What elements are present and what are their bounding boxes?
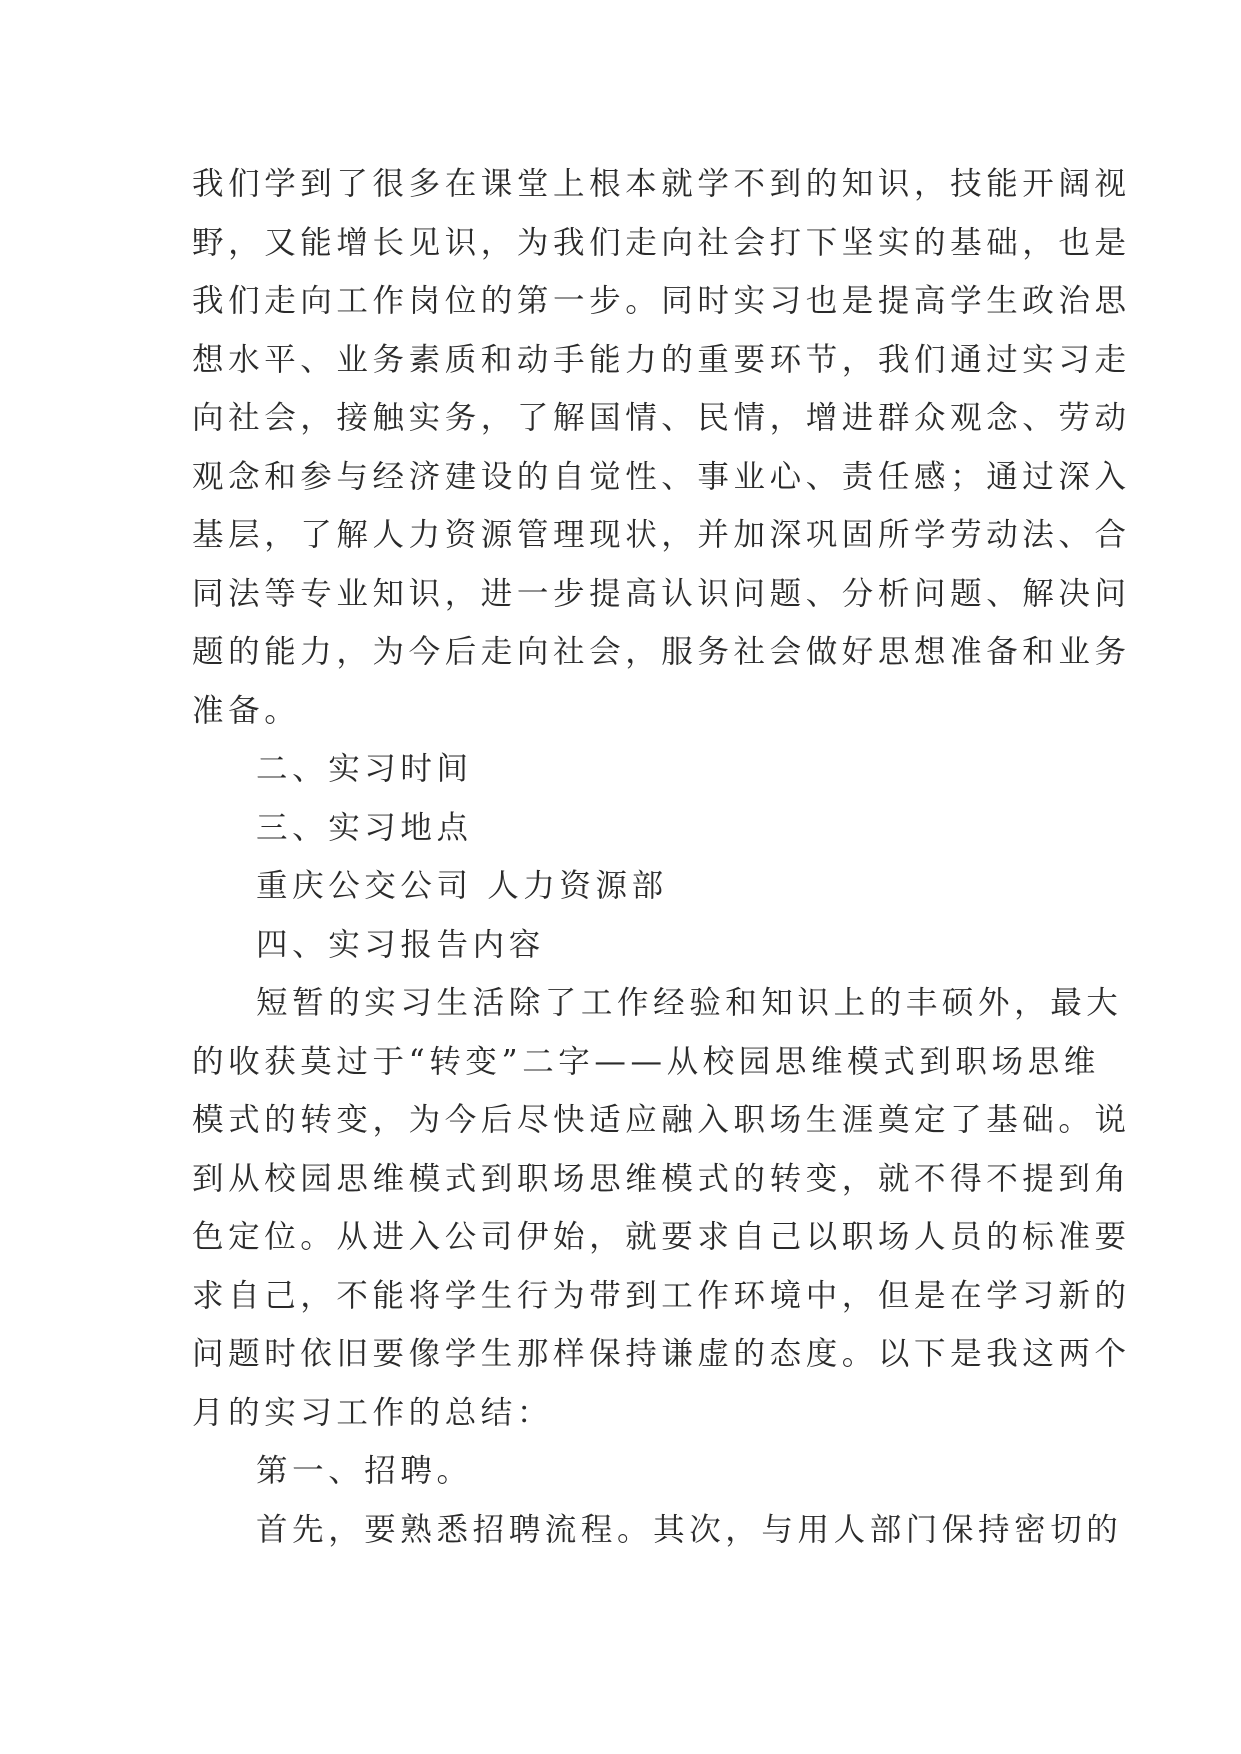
paragraph-line: 想水平、业务素质和动手能力的重要环节，我们通过实习走 [192,341,1131,378]
section-heading-time: 二、实习时间 [256,751,473,787]
paragraph-line: 野，又能增长见识，为我们走向社会打下坚实的基础，也是 [192,224,1131,261]
paragraph-line: 同法等专业知识，进一步提高认识问题、分析问题、解决问 [192,575,1131,612]
paragraph-line: 问题时依旧要像学生那样保持谦虚的态度。以下是我这两个 [192,1336,1131,1372]
paragraph-line: 模式的转变，为今后尽快适应融入职场生涯奠定了基础。说 [192,1102,1131,1138]
paragraph-line: 基层，了解人力资源管理现状，并加深巩固所学劳动法、合 [192,517,1131,553]
paragraph-line: 求自己，不能将学生行为带到工作环境中，但是在学习新的 [192,1277,1131,1314]
paragraph-line: 向社会，接触实务，了解国情、民情，增进群众观念、劳动 [192,400,1131,436]
section-heading-location: 三、实习地点 [256,809,473,846]
paragraph-line: 的收获莫过于“转变”二字——从校园思维模式到职场思维 [192,1043,1100,1080]
location-text: 重庆公交公司 人力资源部 [256,868,668,904]
subsection-heading-recruitment: 第一、招聘。 [256,1453,473,1489]
paragraph-line: 到从校园思维模式到职场思维模式的转变，就不得不提到角 [192,1160,1131,1197]
section-heading-content: 四、实习报告内容 [256,926,545,963]
paragraph-line: 短暂的实习生活除了工作经验和知识上的丰硕外，最大 [256,985,1123,1021]
paragraph-line: 观念和参与经济建设的自觉性、事业心、责任感；通过深入 [192,458,1131,495]
paragraph-line: 我们走向工作岗位的第一步。同时实习也是提高学生政治思 [192,283,1131,319]
paragraph-line: 我们学到了很多在课堂上根本就学不到的知识，技能开阔视 [192,166,1131,202]
paragraph-line: 准备。 [192,692,301,729]
document-body [192,155,1131,1559]
paragraph-line: 月的实习工作的总结： [192,1394,554,1431]
paragraph-line: 首先，要熟悉招聘流程。其次，与用人部门保持密切的 [256,1511,1123,1548]
paragraph-line: 色定位。从进入公司伊始，就要求自己以职场人员的标准要 [192,1219,1131,1255]
paragraph-line: 题的能力，为今后走向社会，服务社会做好思想准备和业务 [192,634,1131,670]
